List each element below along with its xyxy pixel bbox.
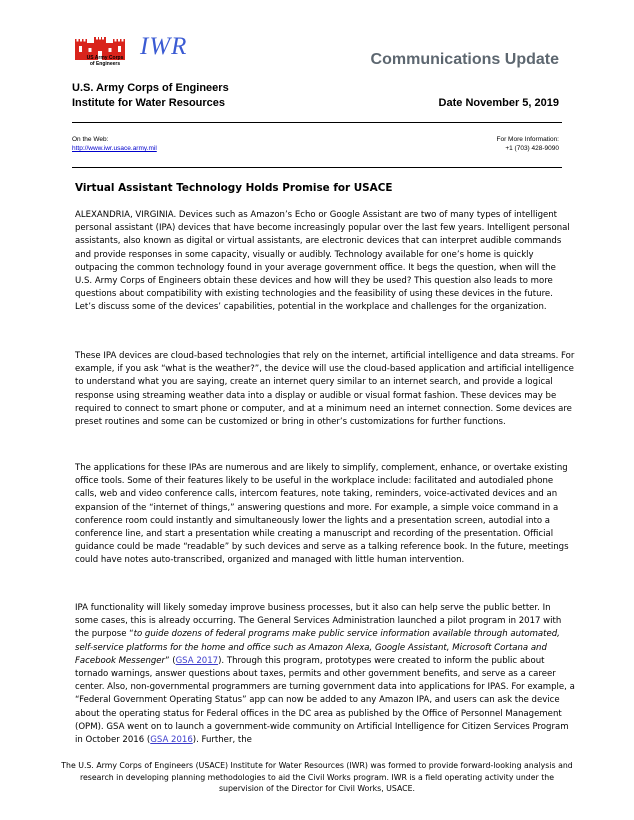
publication-date: Date November 5, 2019 [438, 97, 559, 109]
institute-name: Institute for Water Resources [72, 97, 226, 109]
header-divider-top [72, 122, 562, 123]
usace-caption-line-2: of Engineers [89, 61, 121, 67]
usace-caption-line-1: US Army Corps [86, 55, 124, 61]
iwr-logo: IWR [140, 33, 188, 60]
header-divider-bottom [72, 167, 562, 168]
web-link[interactable]: http://www.iwr.usace.army.mil [72, 145, 157, 152]
page-title: Communications Update [370, 51, 559, 68]
article-paragraph-3: The applications for these IPAs are numerous and are likely to simplify, complement, enhance, or overtake existing office tools. Some of their features likely to be useful in the workplace include: facilitated and autodialed phone calls, web and video conference calls, intercom features, note taking, reminders, voice-activated devices and an expansion of the “internet of things,” answering questions and more. For example, a simple voice command in a conference room could instantly and simultaneously lower the lights and a presentation screen, autodial into a conference line, and start a presentation while creating a manuscript and recording of the presentation. Official guidance could be made “readable” by such devices and serve as a talking reference book. In the future, meetings could have notes auto-transcribed, organized and managed with little human intervention. [75, 463, 569, 566]
p4-text-d: ). Further, the [192, 735, 252, 746]
article-headline: Virtual Assistant Technology Holds Promise for USACE [75, 182, 393, 194]
article-paragraph-2: These IPA devices are cloud-based technologies that rely on the internet, artificial intelligence and data streams. For example, if you ask “what is the weather?”, the device will use the cloud-based application and artificial intelligence to understand what you are saying, create an internet query similar to an internet search, and provide a logical response using streaming weather data into a display or audible or visual format fashion. These devices may be required to connect to smart phone or computer, and at a minimum need an internet connection. Some devices are preset routines and some can be customized or bring in other’s customizations for further functions. [75, 351, 575, 428]
citation-link-gsa-2017[interactable]: GSA 2017 [175, 655, 219, 666]
p4-quote: to guide dozens of federal programs make public service information available through automated, self-service platforms for the home and office such as Amazon Alexa, Google Assistant, Microsoft Cortana and Facebook Messenger [75, 629, 560, 666]
contact-label: For More Information: [496, 136, 559, 143]
contact-phone: +1 (703) 428-9090 [505, 145, 559, 152]
usace-logo-caption [70, 55, 140, 67]
p4-text-b: ” ( [165, 655, 176, 666]
article-paragraph-4 [75, 602, 575, 747]
p4-text-c: ). Through this program, prototypes were created to inform the public about tornado warnings, answer questions about taxes, permits and other government benefits, and serve as a career center. Also, non-governmental programmers are turning government data into applications for IPAS. For example, a “Federal Government Operating Status” app can now be added to any Amazon IPA, and users can ask the device about the operating status for Federal offices in the DC area as published by the Office of Personnel Management (OPM). GSA went on to launch a government-wide community on Artificial Intelligence for Citizen Services Program in October 2016 ( [75, 655, 575, 746]
web-label: On the Web: [72, 136, 109, 143]
citation-link-gsa-2016[interactable]: GSA 2016 [150, 735, 193, 746]
p4-text-a: IPA functionality will likely someday improve business processes, but it also can help serve the public better. In some cases, this is already occurring. The General Services Administration launched a pilot program in 2017 with the purpose “ [75, 603, 562, 640]
footer-statement: The U.S. Army Corps of Engineers (USACE) Institute for Water Resources (IWR) was formed to provide forward-looking analysis and research in developing planning methodologies to aid the Civil Works program. IWR is a field operating activity under the supervision of the Director for Civil Works, USACE. [61, 761, 573, 793]
org-name: U.S. Army Corps of Engineers [72, 82, 229, 94]
article-paragraph-1: ALEXANDRIA, VIRGINIA. Devices such as Amazon’s Echo or Google Assistant are two of many types of intelligent personal assistant (IPA) devices that have become increasingly popular over the last few years. Intelligent personal assistants, also known as digital or virtual assistants, are electronic devices that can interpret audible commands and provide responses in some capacity, visually or audibly. Technology available for one’s home is quickly outpacing the common technology found in your average government office. It begs the question, when will the U.S. Army Corps of Engineers obtain these devices and how will they be used? This question also leads to more questions about compatibility with existing technologies and the feasibility of using these devices in the future. Let’s discuss some of the devices’ capabilities, potential in the workplace and challenges for the organization. [75, 210, 570, 313]
